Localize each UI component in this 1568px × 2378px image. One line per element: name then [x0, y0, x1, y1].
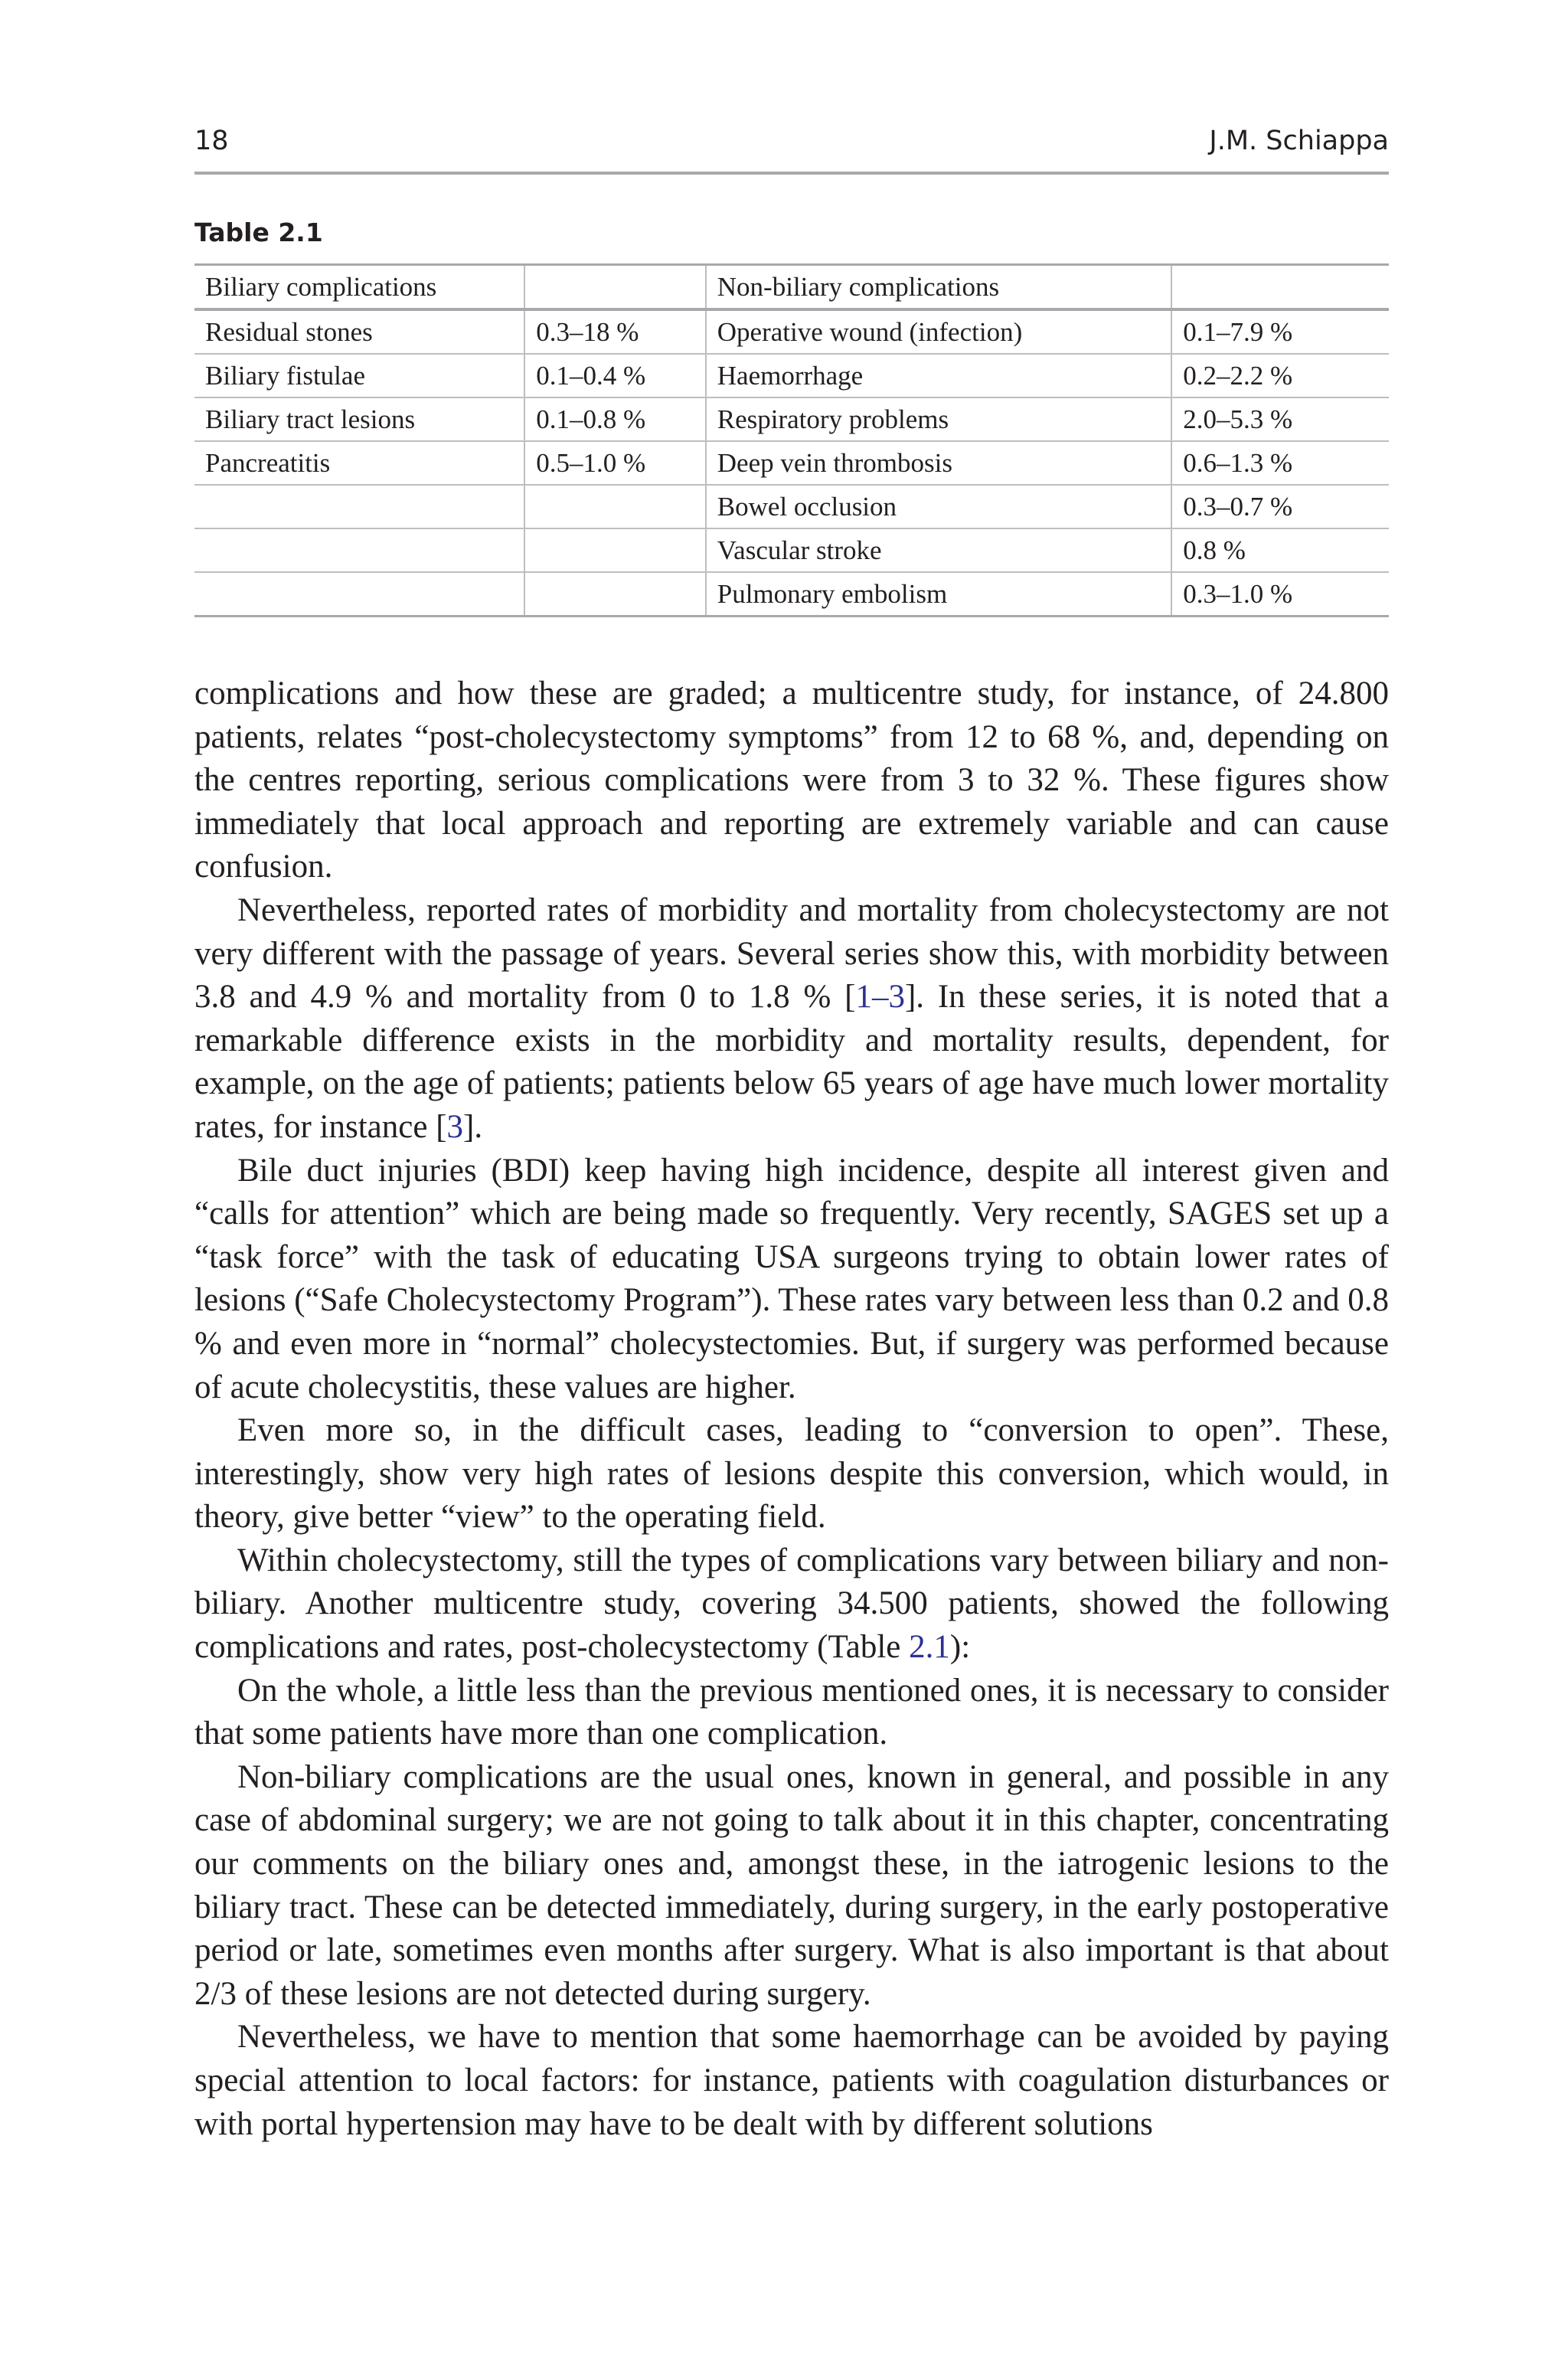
table-cell: 2.0–5.3 %	[1171, 397, 1389, 441]
complications-table	[194, 263, 1389, 617]
table-row	[194, 397, 1389, 441]
table-title: Table 2.1	[194, 218, 323, 247]
paragraph-text: ):	[949, 1629, 971, 1666]
page-number: 18	[194, 126, 229, 156]
table-row	[194, 441, 1389, 485]
table-reference-link[interactable]: 2.1	[909, 1629, 950, 1666]
table-cell: Haemorrhage	[706, 354, 1171, 397]
table-cell	[194, 572, 524, 617]
table-cell: 0.1–0.4 %	[524, 354, 706, 397]
paragraph-text: ]. In these series, it is noted that a remarkable difference exists in the morbidity and mortality results, dependent, for example, on the age of patients; patients below 65 years of age have much lower mortality rates, for instance [	[194, 979, 1389, 1145]
header-biliary: Biliary complications	[194, 265, 524, 310]
table-cell	[524, 572, 706, 617]
header-non-biliary-rate	[1171, 265, 1389, 310]
table-row	[194, 528, 1389, 572]
paragraph: Nevertheless, we have to mention that some haemorrhage can be avoided by paying special attention to local factors: for instance, patients with coagulation disturbances or with portal hypertension may have to be dealt with by different solutions	[194, 2019, 1389, 2142]
running-head-author: J.M. Schiappa	[1209, 126, 1389, 156]
table-row	[194, 485, 1389, 528]
table-row	[194, 572, 1389, 617]
table-row	[194, 309, 1389, 354]
table-cell: 0.2–2.2 %	[1171, 354, 1389, 397]
table-cell: Pancreatitis	[194, 441, 524, 485]
table-cell: Respiratory problems	[706, 397, 1171, 441]
paragraph-text: ].	[463, 1108, 483, 1145]
table-cell: Pulmonary embolism	[706, 572, 1171, 617]
paragraph: Non-biliary complications are the usual ones, known in general, and possible in any case of abdominal surgery; we are not going to talk about it in this chapter, concentrating our comments on the biliary ones and, amongst these, in the iatrogenic lesions to the biliary tract. These can be detected immediately, during surgery, in the early postoperative period or late, sometimes even months after surgery. What is also important is that about 2/3 of these lesions are not detected during surgery.	[194, 1758, 1389, 2012]
body-text	[194, 672, 1389, 2146]
paragraph: On the whole, a little less than the previous mentioned ones, it is necessary to consider that some patients have more than one complication.	[194, 1672, 1389, 1752]
paragraph-text: Nevertheless, reported rates of morbidity and mortality from cholecystectomy are not very different with the passage of years. Several series show this, with morbidity between 3.8 and 4.9 % and mortality from 0 to 1.8 % [	[194, 891, 1389, 1016]
header-non-biliary: Non-biliary complications	[706, 265, 1171, 310]
table-cell: 0.5–1.0 %	[524, 441, 706, 485]
paragraph: Bile duct injuries (BDI) keep having high incidence, despite all interest given and “calls for attention” which are being made so frequently. Very recently, SAGES set up a “task force” with the task of educating USA surgeons trying to obtain lower rates of lesions (“Safe Cholecystectomy Program”). These rates vary between less than 0.2 and 0.8 % and even more in “normal” cholecystectomies. But, if surgery was performed because of acute cholecystitis, these values are higher.	[194, 1152, 1389, 1405]
table-row	[194, 354, 1389, 397]
table-cell: Biliary tract lesions	[194, 397, 524, 441]
citation-link[interactable]: 3	[446, 1108, 464, 1145]
table-cell: Vascular stroke	[706, 528, 1171, 572]
table-header-row	[194, 265, 1389, 310]
table-cell	[194, 485, 524, 528]
table-cell: 0.1–7.9 %	[1171, 309, 1389, 354]
table-cell: 0.3–0.7 %	[1171, 485, 1389, 528]
paragraph: complications and how these are graded; a multicentre study, for instance, of 24.800 patients, relates “post-cholecystectomy symptoms” from 12 to 68 %, and, depending on the centres reporting, serious complications were from 3 to 32 %. These figures show immediately that local approach and reporting are extremely variable and can cause confusion.	[194, 675, 1389, 885]
table-cell: Residual stones	[194, 309, 524, 354]
table-cell: Operative wound (infection)	[706, 309, 1171, 354]
table-cell	[194, 528, 524, 572]
table-cell: 0.8 %	[1171, 528, 1389, 572]
header-rule	[194, 172, 1389, 175]
table-cell	[524, 528, 706, 572]
paragraph	[194, 1539, 1389, 1670]
paragraph	[194, 889, 1389, 1150]
paragraph-text: Within cholecystectomy, still the types of complications vary between biliary and non-biliary. Another multicentre study, covering 34.500 patients, showed the following complications and rates, post-cholecystectomy (Table	[194, 1542, 1389, 1666]
running-head	[194, 123, 1389, 159]
table-cell	[524, 485, 706, 528]
table-cell: 0.3–1.0 %	[1171, 572, 1389, 617]
paragraph: Even more so, in the difficult cases, leading to “conversion to open”. These, interestingly, show very high rates of lesions despite this conversion, which would, in theory, give better “view” to the operating field.	[194, 1412, 1389, 1536]
table-cell: Deep vein thrombosis	[706, 441, 1171, 485]
table-cell: Biliary fistulae	[194, 354, 524, 397]
citation-link[interactable]: 1–3	[855, 979, 905, 1016]
table-cell: 0.1–0.8 %	[524, 397, 706, 441]
table-cell: Bowel occlusion	[706, 485, 1171, 528]
header-biliary-rate	[524, 265, 706, 310]
table-cell: 0.6–1.3 %	[1171, 441, 1389, 485]
table-cell: 0.3–18 %	[524, 309, 706, 354]
